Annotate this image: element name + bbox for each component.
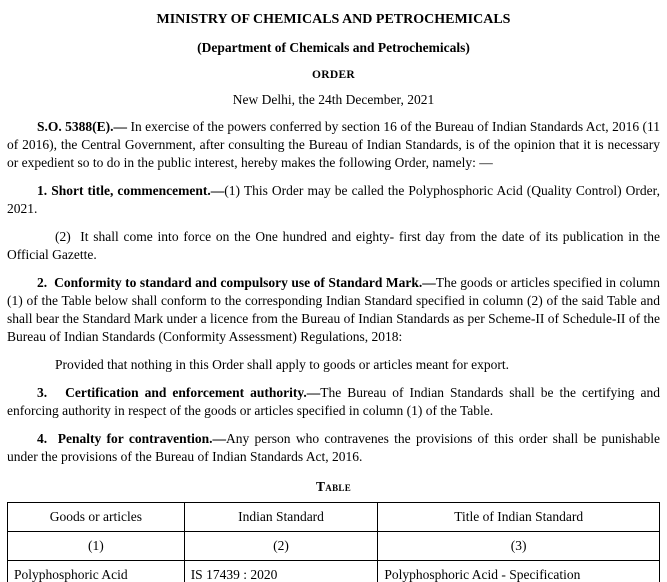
paragraph-text: Provided that nothing in this Order shall apply to goods or articles meant for export.	[55, 357, 510, 372]
department-subtitle: (Department of Chemicals and Petrochemicals)	[197, 40, 470, 55]
table-row	[8, 561, 660, 582]
col-header-goods: Goods or articles	[8, 503, 185, 532]
paragraph-lead: S.O. 5388(E).—	[37, 119, 128, 134]
date-place-line: New Delhi, the 24th December, 2021	[232, 92, 435, 107]
paragraph-clause-2	[7, 274, 660, 346]
paragraph-proviso	[7, 356, 660, 374]
paragraph-text: (2) It shall come into force on the One hundred and eighty- first day from the date of its publication in the Official Gazette.	[7, 229, 660, 262]
paragraph-lead: 3. Certification and enforcement authority.—	[37, 385, 321, 400]
paragraph-clause-3	[7, 384, 660, 420]
paragraph-text: The Bureau of Indian Standards shall be the certifying and enforcing authority in respect of the goods or articles specified in column (1) of the Table.	[7, 385, 660, 418]
ministry-title: MINISTRY OF CHEMICALS AND PETROCHEMICALS	[156, 12, 511, 27]
col-header-indian-standard: Indian Standard	[184, 503, 378, 532]
paragraph-text: Any person who contravenes the provisions of this order shall be punishable under the provisions of the Bureau of Indian Standards Act, 2016.	[7, 431, 661, 464]
paragraph-text: The goods or articles specified in column (1) of the Table below shall conform to the corresponding Indian Standard specified in column (2) of the said Table and shall bear the Standard Mark under a licence from the Bureau of Indian Standards as per Scheme-II of Schedule-II of the Bureau of Indian Standards (Conformity Assessment) Regulations, 2018:	[7, 275, 660, 344]
table-header-row	[8, 503, 660, 532]
paragraph-so-5388	[7, 118, 660, 172]
table-caption: Table	[315, 479, 351, 494]
paragraph-lead: 1. Short title, commencement.—	[37, 183, 225, 198]
standards-table	[7, 502, 660, 582]
paragraph-lead: 4. Penalty for contravention.—	[37, 431, 226, 446]
paragraph-clause-1	[7, 182, 660, 218]
paragraph-text: (1) This Order may be called the Polyphosphoric Acid (Quality Control) Order, 2021.	[7, 183, 660, 216]
paragraph-lead: 2. Conformity to standard and compulsory use of Standard Mark.—	[37, 275, 436, 290]
cell-goods: Polyphosphoric Acid	[8, 561, 185, 582]
paragraph-text: In exercise of the powers conferred by section 16 of the Bureau of Indian Standards Act, 2016 (11 of 2016), the Central Government, after consulting the Bureau of Indian Standards, is of the opinion that it is necessary or expedient so to do in the public interest, hereby makes the following Order, namely: —	[7, 119, 660, 170]
paragraph-clause-1-sub-2	[7, 228, 660, 264]
cell-standard-title: Polyphosphoric Acid - Specification	[378, 561, 660, 582]
paragraph-clause-4	[7, 430, 660, 466]
col-header-title-of-standard: Title of Indian Standard	[378, 503, 660, 532]
order-heading: ORDER	[311, 69, 356, 81]
cell-indian-standard: IS 17439 : 2020	[184, 561, 378, 582]
col-number-3: (3)	[378, 532, 660, 561]
col-number-2: (2)	[184, 532, 378, 561]
table-column-number-row	[8, 532, 660, 561]
col-number-1: (1)	[8, 532, 185, 561]
